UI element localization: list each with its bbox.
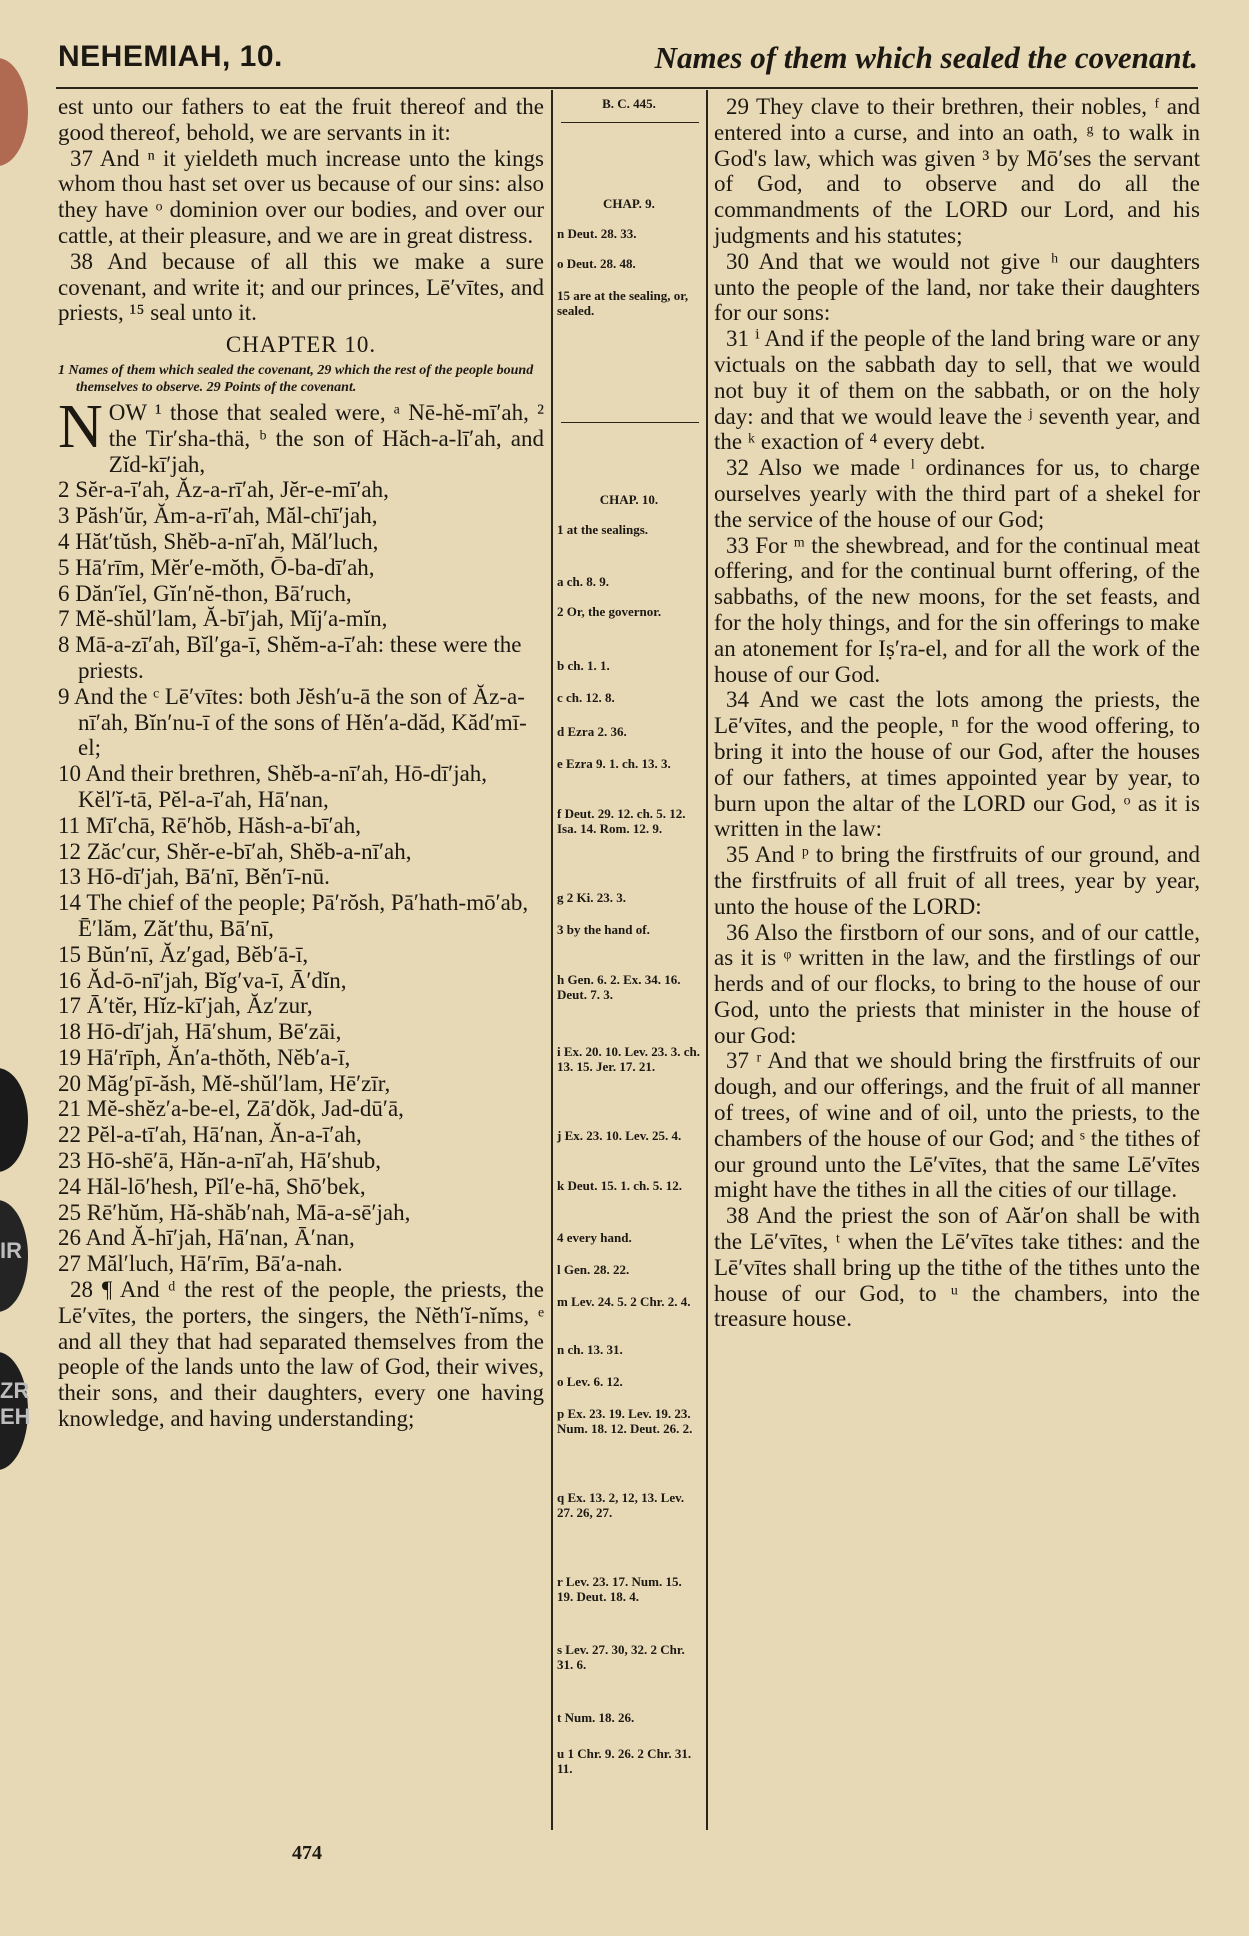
verse-text: 21 Mĕ-shĕz′a-be-el, Zā′dŏk, Jad-dū′ā, [58, 1096, 404, 1122]
column-divider [551, 90, 553, 1830]
verse-text: 6 Dăn′ĭel, Gĭn′nĕ-thon, Bā′ruch, [58, 580, 352, 606]
verse-text: 28 ¶ And ᵈ the rest of the people, the priests, the Lē′vītes, the porters, the singers, the Nĕth′ĭ-nĭms, ᵉ and all they that had separated themselves from the people of the lands unto the law of God, their wives, their sons, and their daughters, every one having knowledge, and having understanding; [58, 1277, 544, 1432]
margin-note: 15 are at the sealing, or, sealed. [557, 288, 689, 318]
margin-reference: d Ezra 2. 36. [557, 724, 627, 739]
margin-reference: r Lev. 23. 17. Num. 15. 19. Deut. 18. 4. [557, 1574, 682, 1604]
drop-cap: N [58, 392, 103, 461]
margin-reference: m Lev. 24. 5. 2 Chr. 2. 4. [557, 1294, 691, 1309]
margin-reference: i Ex. 20. 10. Lev. 23. 3. ch. 13. 15. Jer. 17. 21. [557, 1044, 701, 1074]
book-chapter-heading: NEHEMIAH, 10. [58, 40, 283, 73]
margin-note: 4 every hand. [557, 1230, 632, 1245]
verse-text: 16 Ăd-ō-nī′jah, Bĭg′va-ī, Ā′dĭn, [58, 967, 347, 993]
page-topic-heading: Names of them which sealed the covenant. [654, 40, 1198, 75]
verse-text [58, 392, 544, 477]
verse-text: 35 And ᵖ to bring the firstfruits of our ground, and the firstfruits of all fruit of all trees, year by year, unto the house of the LORD: [714, 842, 1200, 919]
thumb-tab-label: ZR [0, 1378, 30, 1403]
margin-reference: l Gen. 28. 22. [557, 1262, 630, 1277]
margin-reference: k Deut. 15. 1. ch. 5. 12. [557, 1178, 682, 1193]
verse-text: 15 Bŭn′nī, Ăz′gad, Bĕb′ā-ī, [58, 941, 309, 967]
verse-text: 3 Păsh′ŭr, Ăm-a-rī′ah, Măl-chī′jah, [58, 503, 378, 529]
margin-note: 2 Or, the governor. [557, 604, 662, 619]
margin-reference: e Ezra 9. 1. ch. 13. 3. [557, 756, 671, 771]
verse-text: 38 And because of all this we make a sure covenant, and write it; and our princes, Lē′vītes, and priests, ¹⁵ seal unto it. [58, 248, 544, 326]
chapter-summary: 1 Names of them which sealed the covenant, 29 which the rest of the people bound themselves to observe. 29 Points of the covenant. [58, 362, 534, 395]
chapter-title: CHAPTER 10. [225, 332, 377, 358]
verse-text: 24 Hăl-lō′hesh, Pĭl′e-hā, Shō′bek, [58, 1173, 366, 1199]
verse-text: 36 Also the firstborn of our sons, and of our cattle, as it is ᵠ written in the law, and the firstlings of our herds and of our flocks, to bring to the house of our God, unto the priests that minister in the house of our God: [714, 919, 1200, 1048]
margin-chapter-label: CHAP. 9. [603, 196, 655, 211]
page-number: 474 [292, 1842, 322, 1864]
thumb-tab-label: IR [0, 1238, 22, 1263]
thumb-tab-label: EH [0, 1404, 31, 1429]
margin-date: B. C. 445. [602, 96, 656, 111]
verse-text: 20 Măg′pī-ăsh, Mĕ-shŭl′lam, Hē′zīr, [58, 1070, 391, 1096]
margin-reference: t Num. 18. 26. [557, 1710, 635, 1725]
verse-text: 12 Zăc′cur, Shĕr-e-bī′ah, Shĕb-a-nī′ah, [58, 838, 412, 864]
verse-text: 4 Hăt′tŭsh, Shĕb-a-nī′ah, Măl′luch, [58, 528, 379, 554]
verse-text: 10 And their brethren, Shĕb-a-nī′ah, Hō-dī′jah, Kĕl′ĭ-tā, Pĕl-a-ī′ah, Hā′nan, [58, 761, 488, 812]
margin-reference: h Gen. 6. 2. Ex. 34. 16. Deut. 7. 3. [557, 972, 681, 1002]
verse-text: 26 And Ă-hī′jah, Hā′nan, Ā′nan, [58, 1225, 355, 1251]
verse-text: 11 Mī′chā, Rē′hŏb, Hăsh-a-bī′ah, [58, 812, 361, 838]
verse-1: OW ¹ those that sealed were, ᵃ Nē-hĕ-mī′ah, ² the Tir′sha-thä, ᵇ the son of Hăch-a-lī′ah, and Zĭd-kī′jah, [108, 399, 544, 477]
margin-reference: a ch. 8. 9. [557, 574, 609, 589]
left-text-column [58, 94, 544, 1432]
verse-text: 2 Sĕr-a-ī′ah, Ăz-a-rī′ah, Jĕr-e-mī′ah, [58, 477, 389, 503]
verse-text: 32 Also we made ˡ ordinances for us, to charge ourselves yearly with the third part of a shekel for the service of the house of our God; [714, 455, 1200, 532]
running-header [58, 40, 1198, 84]
verse-text: 37 ʳ And that we should bring the firstfruits of our dough, and our offerings, and the fruit of all manner of trees, of wine and of oil, unto the priests, to the chambers of the house of our God; and ˢ the tithes of our ground unto the Lē′vītes, that the same Lē′vītes might have the tithes in all the cities of our tillage. [714, 1048, 1200, 1203]
margin-chapter-label: CHAP. 10. [599, 492, 659, 507]
margin-rule [561, 422, 699, 423]
verse-text: 33 For ᵐ the shewbread, and for the continual meat offering, and for the continual burnt offering, of the sabbaths, of the new moons, for the set feasts, and for the holy things, and for the sin offerings to make an atonement for Iṣ′ra-el, and for all the work of the house of our God. [714, 532, 1200, 687]
verse-text: 18 Hō-dī′jah, Hā′shum, Bē′zāi, [58, 1019, 342, 1045]
margin-reference: c ch. 12. 8. [557, 690, 615, 705]
margin-reference: q Ex. 13. 2, 12, 13. Lev. 27. 26, 27. [557, 1490, 685, 1520]
verse-text: 37 And ⁿ it yieldeth much increase unto the kings whom thou hast set over us because of our sins: also they have ᵒ dominion over our bodies, and over our cattle, at their pleasure, and we are in great distress. [58, 145, 544, 248]
margin-note: 1 at the sealings. [557, 522, 648, 537]
verse-text: 9 And the ᶜ Lē′vītes: both Jĕsh′u-ā the son of Ăz-a-nī′ah, Bĭn′nu-ī of the sons of Hĕn′a-dăd, Kăd′mī-el; [58, 683, 527, 761]
thumb-index-tabs [0, 0, 40, 1936]
margin-reference: s Lev. 27. 30, 32. 2 Chr. 31. 6. [557, 1642, 685, 1672]
margin-reference: n ch. 13. 31. [557, 1342, 623, 1357]
verse-text: 17 Ā′tĕr, Hĭz-kī′jah, Ăz′zur, [58, 993, 313, 1019]
verse-text: 29 They clave to their brethren, their nobles, ᶠ and entered into a curse, and into an oath, ᵍ to walk in God's law, which was given ³ by Mō′ses the servant of God, and to observe and do all the commandments of the LORD our Lord, and his judgments and his statutes; [714, 94, 1200, 248]
column-divider [706, 90, 708, 1830]
verse-text: 38 And the priest the son of Aăr′on shall be with the Lē′vītes, ᵗ when the Lē′vītes take tithes: and the Lē′vītes shall bring up the tithe of the tithes unto the house of our God, to ᵘ the chambers, into the treasure house. [714, 1203, 1200, 1332]
verse-text: 14 The chief of the people; Pā′rŏsh, Pā′hath-mō′ab, Ē′lăm, Zăt′thu, Bā′nī, [58, 890, 529, 941]
verse-text: 22 Pĕl-a-tī′ah, Hā′nan, Ăn-a-ī′ah, [58, 1122, 362, 1148]
margin-rule [561, 122, 699, 123]
margin-reference: f Deut. 29. 12. ch. 5. 12. Isa. 14. Rom. 12. 9. [557, 806, 686, 836]
thumb-tab[interactable] [0, 58, 28, 166]
verse-text: 34 And we cast the lots among the priests, the Lē′vītes, and the people, ⁿ for the wood offering, to bring it into the house of our God, after the houses of our fathers, at times appointed year by year, to burn upon the altar of the LORD our God, ᵒ as it is written in the law: [714, 687, 1200, 842]
header-rule [56, 87, 1198, 89]
thumb-tab[interactable] [0, 1068, 28, 1172]
margin-reference: b ch. 1. 1. [557, 658, 610, 673]
verse-text: 25 Rē′hŭm, Hă-shăb′nah, Mā-a-sē′jah, [58, 1199, 411, 1225]
margin-reference: u 1 Chr. 9. 26. 2 Chr. 31. 11. [557, 1746, 692, 1776]
verse-text: 7 Mĕ-shŭl′lam, Ă-bī′jah, Mĭj′a-mĭn, [58, 606, 388, 632]
verse-text: 19 Hā′rīph, Ăn′a-thŏth, Nĕb′a-ī, [58, 1044, 351, 1070]
margin-reference: o Deut. 28. 48. [557, 256, 636, 271]
verse-text: 31 ⁱ And if the people of the land bring ware or any victuals on the sabbath day to sell, that we would not buy it of them on the sabbath, or on the holy day: and that we would leave the ʲ seventh year, and the ᵏ exaction of ⁴ every debt. [714, 326, 1200, 455]
verse-text: 27 Măl′luch, Hā′rīm, Bā′a-nah. [58, 1251, 343, 1277]
margin-reference: p Ex. 23. 19. Lev. 19. 23. Num. 18. 12. Deut. 26. 2. [557, 1406, 693, 1436]
margin-note: 3 by the hand of. [557, 922, 650, 937]
margin-reference: o Lev. 6. 12. [557, 1374, 623, 1389]
margin-reference: j Ex. 23. 10. Lev. 25. 4. [557, 1128, 682, 1143]
margin-reference: g 2 Ki. 23. 3. [557, 890, 626, 905]
verse-text: 8 Mā-a-zī′ah, Bĭl′ga-ī, Shĕm-a-ī′ah: these were the priests. [58, 632, 522, 683]
verse-text: 13 Hō-dī′jah, Bā′nī, Bĕn′ī-nū. [58, 864, 330, 890]
verse-text: est unto our fathers to eat the fruit thereof and the good thereof, behold, we are servants in it: [58, 94, 544, 145]
right-text-column [714, 94, 1200, 1332]
margin-reference: n Deut. 28. 33. [557, 226, 637, 241]
verse-text: 30 And that we would not give ʰ our daughters unto the people of the land, nor take their daughters for our sons: [714, 248, 1200, 326]
verse-text: 23 Hō-shē′ā, Hăn-a-nī′ah, Hā′shub, [58, 1148, 381, 1174]
verse-text: 5 Hā′rīm, Mĕr′e-mŏth, Ō-ba-dī′ah, [58, 554, 375, 580]
